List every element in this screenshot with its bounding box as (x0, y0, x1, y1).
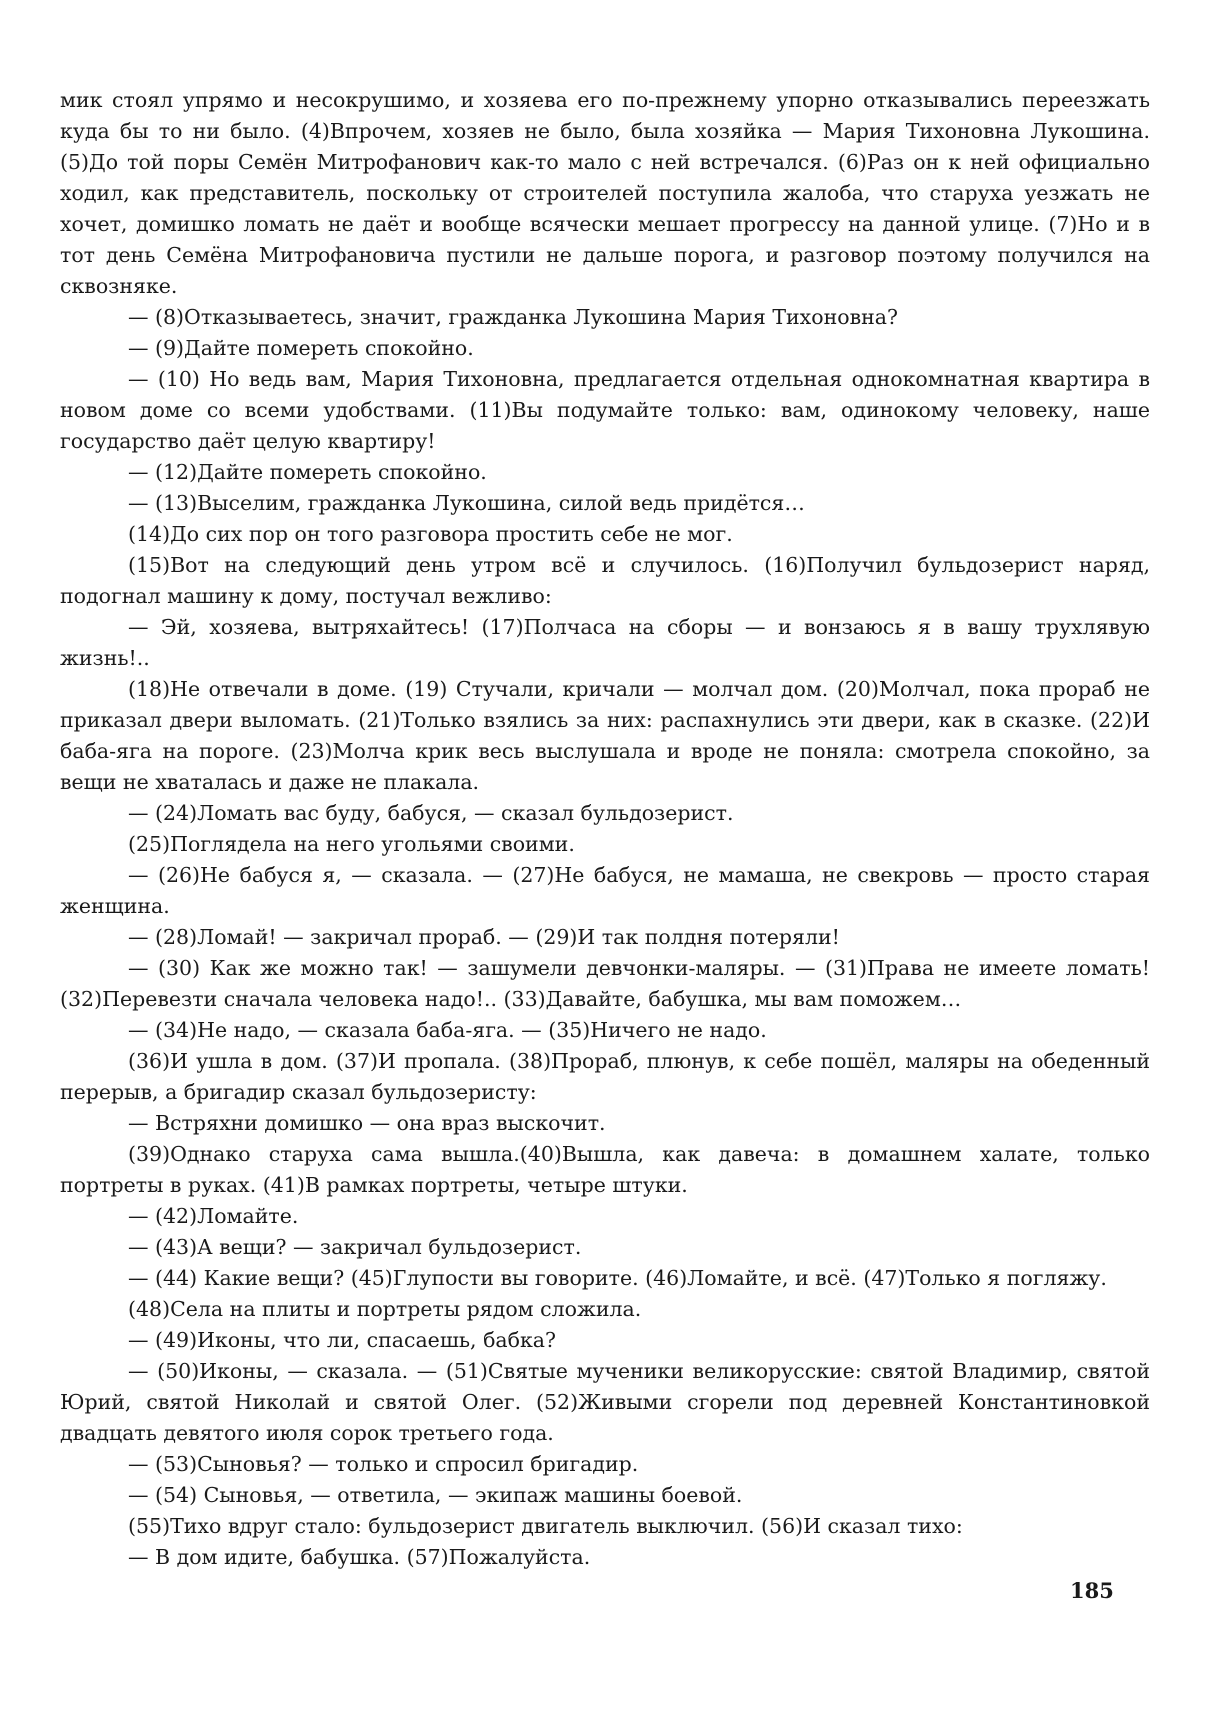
paragraph: — (54) Сыновья, — ответила, — экипаж машины боевой. (128, 1483, 743, 1507)
paragraph: — (53)Сыновья? — только и спросил бригадир. (128, 1452, 639, 1476)
paragraph: — В дом идите, бабушка. (57)Пожалуйста. (128, 1545, 591, 1569)
paragraph: — (26)Не бабуся я, — сказала. — (27)Не бабуся, не мамаша, не свекровь — просто старая женщина. (60, 863, 1150, 918)
paragraph: — (24)Ломать вас буду, бабуся, — сказал бульдозерист. (128, 801, 734, 825)
paragraph: — (28)Ломай! — закричал прораб. — (29)И так полдня потеряли! (128, 925, 840, 949)
paragraph: — (44) Какие вещи? (45)Глупости вы говорите. (46)Ломайте, и всё. (47)Только я погляжу. (128, 1266, 1107, 1290)
paragraph: — Встряхни домишко — она враз выскочит. (128, 1111, 606, 1135)
paragraph: — (8)Отказываетесь, значит, гражданка Лукошина Мария Тихоновна? (128, 305, 898, 329)
paragraph: (55)Тихо вдруг стало: бульдозерист двигатель выключил. (56)И сказал тихо: (128, 1514, 963, 1538)
paragraph: — (34)Не надо, — сказала баба-яга. — (35)Ничего не надо. (128, 1018, 767, 1042)
paragraph: — (30) Как же можно так! — зашумели девчонки-маляры. — (31)Права не имеете ломать! (32)Перевезти сначала человека надо!.. (33)Давайте, бабушка, мы вам поможем… (60, 956, 1150, 1011)
paragraph: — (9)Дайте помереть спокойно. (128, 336, 474, 360)
paragraph: (36)И ушла в дом. (37)И пропала. (38)Прораб, плюнув, к себе пошёл, маляры на обеденный перерыв, а бригадир сказал бульдозеристу: (60, 1049, 1150, 1104)
page-body-text (60, 85, 1150, 1573)
paragraph: — (42)Ломайте. (128, 1204, 299, 1228)
paragraph: (15)Вот на следующий день утром всё и случилось. (16)Получил бульдозерист наряд, подогнал машину к дому, постучал вежливо: (60, 553, 1150, 608)
paragraph: — (10) Но ведь вам, Мария Тихоновна, предлагается отдельная однокомнатная квартира в новом доме со всеми удобствами. (11)Вы подумайте только: вам, одинокому человеку, наше государство даёт целую квартиру! (60, 367, 1150, 453)
paragraph: — (49)Иконы, что ли, спасаешь, бабка? (128, 1328, 556, 1352)
paragraph: — (50)Иконы, — сказала. — (51)Святые мученики великорусские: святой Владимир, святой Юрий, святой Николай и святой Олег. (52)Живыми сгорели под деревней Константиновкой двадцать девятого июля сорок третьего года. (60, 1359, 1150, 1445)
paragraph: мик стоял упрямо и несокрушимо, и хозяева его по-прежнему упорно отказывались переезжать куда бы то ни было. (4)Впрочем, хозяев не было, была хозяйка — Мария Тихоновна Лукошина. (5)До той поры Семён Митрофанович как-то мало с ней встречался. (6)Раз он к ней официально ходил, как представитель, поскольку от строителей поступила жалоба, что старуха уезжать не хочет, домишко ломать не даёт и вообще всячески мешает прогрессу на данной улице. (7)Но и в тот день Семёна Митрофановича пустили не дальше порога, и разговор поэтому получился на сквозняке. (60, 88, 1150, 298)
paragraph: (14)До сих пор он того разговора простить себе не мог. (128, 522, 733, 546)
paragraph: (48)Села на плиты и портреты рядом сложила. (128, 1297, 642, 1321)
paragraph: (39)Однако старуха сама вышла.(40)Вышла, как давеча: в домашнем халате, только портреты в руках. (41)В рамках портреты, четыре штуки. (60, 1142, 1150, 1197)
paragraph: — (12)Дайте помереть спокойно. (128, 460, 487, 484)
page-number: 185 (1070, 1578, 1114, 1603)
paragraph: (18)Не отвечали в доме. (19) Стучали, кричали — молчал дом. (20)Молчал, пока прораб не приказал двери выломать. (21)Только взялись за них: распахнулись эти двери, как в сказке. (22)И баба-яга на пороге. (23)Молча крик весь выслушала и вроде не поняла: смотрела спокойно, за вещи не хваталась и даже не плакала. (60, 677, 1150, 794)
paragraph: — (13)Выселим, гражданка Лукошина, силой ведь придётся… (128, 491, 805, 515)
paragraph: (25)Поглядела на него угольями своими. (128, 832, 575, 856)
paragraph: — (43)А вещи? — закричал бульдозерист. (128, 1235, 582, 1259)
paragraph: — Эй, хозяева, вытряхайтесь! (17)Полчаса на сборы — и вонзаюсь я в вашу трухлявую жизнь!.. (60, 615, 1150, 670)
